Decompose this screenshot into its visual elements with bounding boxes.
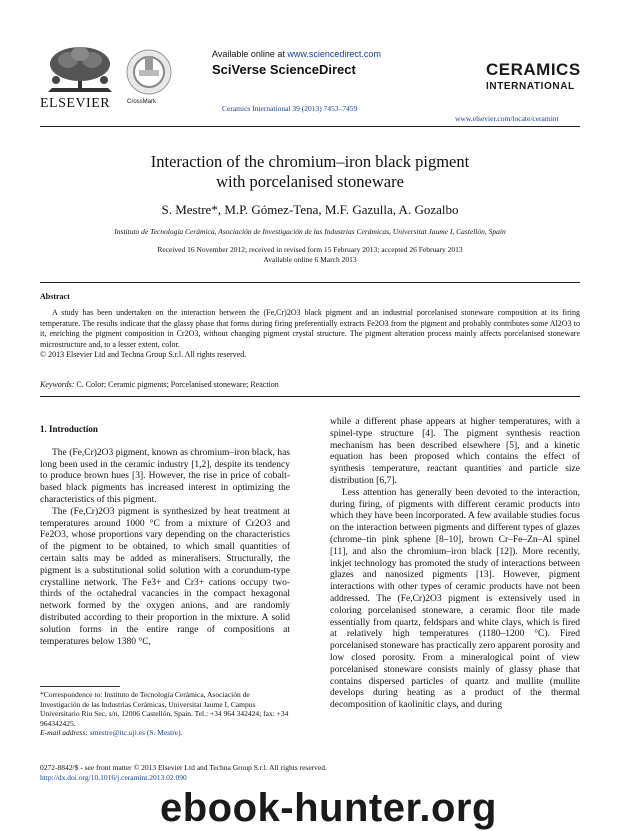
email-line	[40, 728, 290, 738]
abstract-top-rule	[40, 282, 580, 283]
header-rule	[40, 126, 580, 127]
journal-reference[interactable]: Ceramics International 39 (2013) 7453–7459	[222, 104, 358, 113]
email-link[interactable]: smestre@itc.uji.es (S. Mestre).	[89, 728, 183, 738]
elsevier-tree-logo	[40, 44, 120, 96]
sciverse-logo-text: SciVerse ScienceDirect	[212, 62, 356, 77]
front-matter-line	[40, 763, 327, 782]
right-column	[330, 417, 580, 712]
intro-paragraph-2: The (Fe,Cr)2O3 pigment is synthesized by heat treatment at temperatures around 1000 °C from a mixture of Cr2O3 and Fe2O3, whose proportions vary depending on the characteristics of the pigment to be obtained, to which small quantities of certain salts may be added as mineralisers. Structurally, the pigment is a substitutional solid solution with a corundum-type crystalline network. The Fe3+ and Cr3+ cations occupy two-thirds of the octahedral vacancies in the compact hexagonal network formed by the oxygen anions, and are randomly distributed according to their proportion in the mixture. A solid solution forms in the entire range of compositions at temperatures below 1380 °C,	[40, 506, 290, 647]
article-dates	[40, 245, 580, 265]
available-online-date: Available online 6 March 2013	[263, 255, 357, 264]
crossmark-label: CrossMark	[127, 99, 157, 105]
journal-name-international: INTERNATIONAL	[486, 81, 575, 92]
left-column	[40, 424, 290, 648]
doi-link[interactable]: http://dx.doi.org/10.1016/j.ceramint.2013.02.090	[40, 772, 187, 782]
journal-name-ceramics: CERAMICS	[486, 60, 581, 79]
article-title	[40, 152, 580, 192]
journal-homepage-link[interactable]: www.elsevier.com/locate/ceramint	[455, 114, 559, 123]
section-title-introduction: 1. Introduction	[40, 424, 98, 434]
keywords-label: Keywords:	[40, 380, 75, 389]
intro-paragraph-1: The (Fe,Cr)2O3 pigment, known as chromium–iron black, has long been used in the ceramic industry [1,2], despite its tendency to produce brown hues [3]. However, the rise in price of cobalt-based black pigments has increased interest in optimizing the characteristics of this pigment.	[40, 447, 290, 505]
keywords-line	[40, 380, 279, 389]
available-online-label: Available online at	[212, 49, 285, 59]
abstract-text: A study has been undertaken on the interaction between the (Fe,Cr)2O3 black pigment and an industrial porcelanised stoneware composition at its firing temperature. The results indicate that the glassy phase that forms during firing preferentially extracts Fe2O3 from the pigment and probably contributes some Al2O3 to it, enriching the pigment composition in Cr2O3, without changing pigment crystal structure. The pigment alteration process mainly affects porcelanised stoneware microstructure and, to a lesser extent, color.	[40, 308, 580, 349]
watermark-text: ebook-hunter.org	[160, 786, 497, 830]
elsevier-wordmark: ELSEVIER	[40, 96, 111, 111]
author-list: S. Mestre*, M.P. Gómez-Tena, M.F. Gazulla, A. Gozalbo	[161, 202, 459, 217]
available-online-line	[212, 49, 381, 59]
correspondence-footnote	[40, 690, 290, 738]
abstract-body	[40, 308, 580, 361]
crossmark-icon[interactable]	[125, 48, 173, 96]
title-line-2: with porcelanised stoneware	[216, 172, 404, 191]
title-line-1: Interaction of the chromium–iron black pigment	[150, 152, 470, 171]
affiliation: Instituto de Tecnología Cerámica, Asociación de Investigación de las Industrias Cerámicas, Universitat Jaume I, Castellón, Spain	[114, 227, 506, 236]
abstract-copyright: © 2013 Elsevier Ltd and Techna Group S.r.l. All rights reserved.	[40, 350, 247, 359]
email-label: E-mail address:	[40, 728, 88, 738]
abstract-bottom-rule	[40, 396, 580, 397]
right-paragraph-1: while a different phase appears at higher temperatures, with a spinel-type structure [4]. The pigment synthesis reaction mechanism has been described elsewhere [5], and a kinetic equation has been proposed which contains the effect of synthesis temperature, reactant quantities and particle size distribution [6,7].	[330, 417, 580, 486]
abstract-heading: Abstract	[40, 292, 70, 301]
right-paragraph-2: Less attention has generally been devoted to the interaction, during firing, of pigments with different ceramic products into which they have been incorporated. A few available studies focus on the interaction between pigments and different types of glazes (chrome–tin pink sphene [8–10], brown Cr–Fe–Zn–Al spinel [11], and also the chromium–iron black [12]). More recently, inkjet technology has promoted the study of interactions between glazes and nanosized pigments [13]. However, pigment interactions with other types of ceramic products have not been addressed. The (Fe,Cr)2O3 pigment is extensively used in coloring porcelanised stoneware, a ceramic floor tile made essentially from quartz, feldspars and white clays, which is fired at relatively high temperatures (1180–1200 °C). Fired porcelanised stoneware has practically zero apparent porosity and low closed porosity. From a mineralogical point of view porcelanised stoneware consists mainly of glassy phase that contains dispersed particles of quartz and mullite (mullite develops during heating as a product of the thermal decomposition of kaolinitic clays, and during	[330, 487, 580, 711]
received-dates: Received 16 November 2012; received in revised form 15 February 2013; accepted 26 February 2013	[157, 245, 463, 254]
sciencedirect-link[interactable]: www.sciencedirect.com	[287, 49, 381, 59]
correspondence-text: *Correspondence to: Instituto de Tecnología Cerámica, Asociación de Investigación de las Industrias Cerámicas, Universitat Jaume I, Campus Universitario Riu Sec, s/n, 12006 Castellón, Spain. Tel.: +34 964 342424; fax: +34 964342425.	[40, 690, 289, 728]
issn-copyright: 0272-8842/$ - see front matter © 2013 Elsevier Ltd and Techna Group S.r.l. All rights reserved.	[40, 763, 327, 772]
keywords-list: C. Color; Ceramic pigments; Porcelanised stoneware; Reaction	[76, 380, 279, 389]
footnote-rule	[40, 686, 120, 687]
